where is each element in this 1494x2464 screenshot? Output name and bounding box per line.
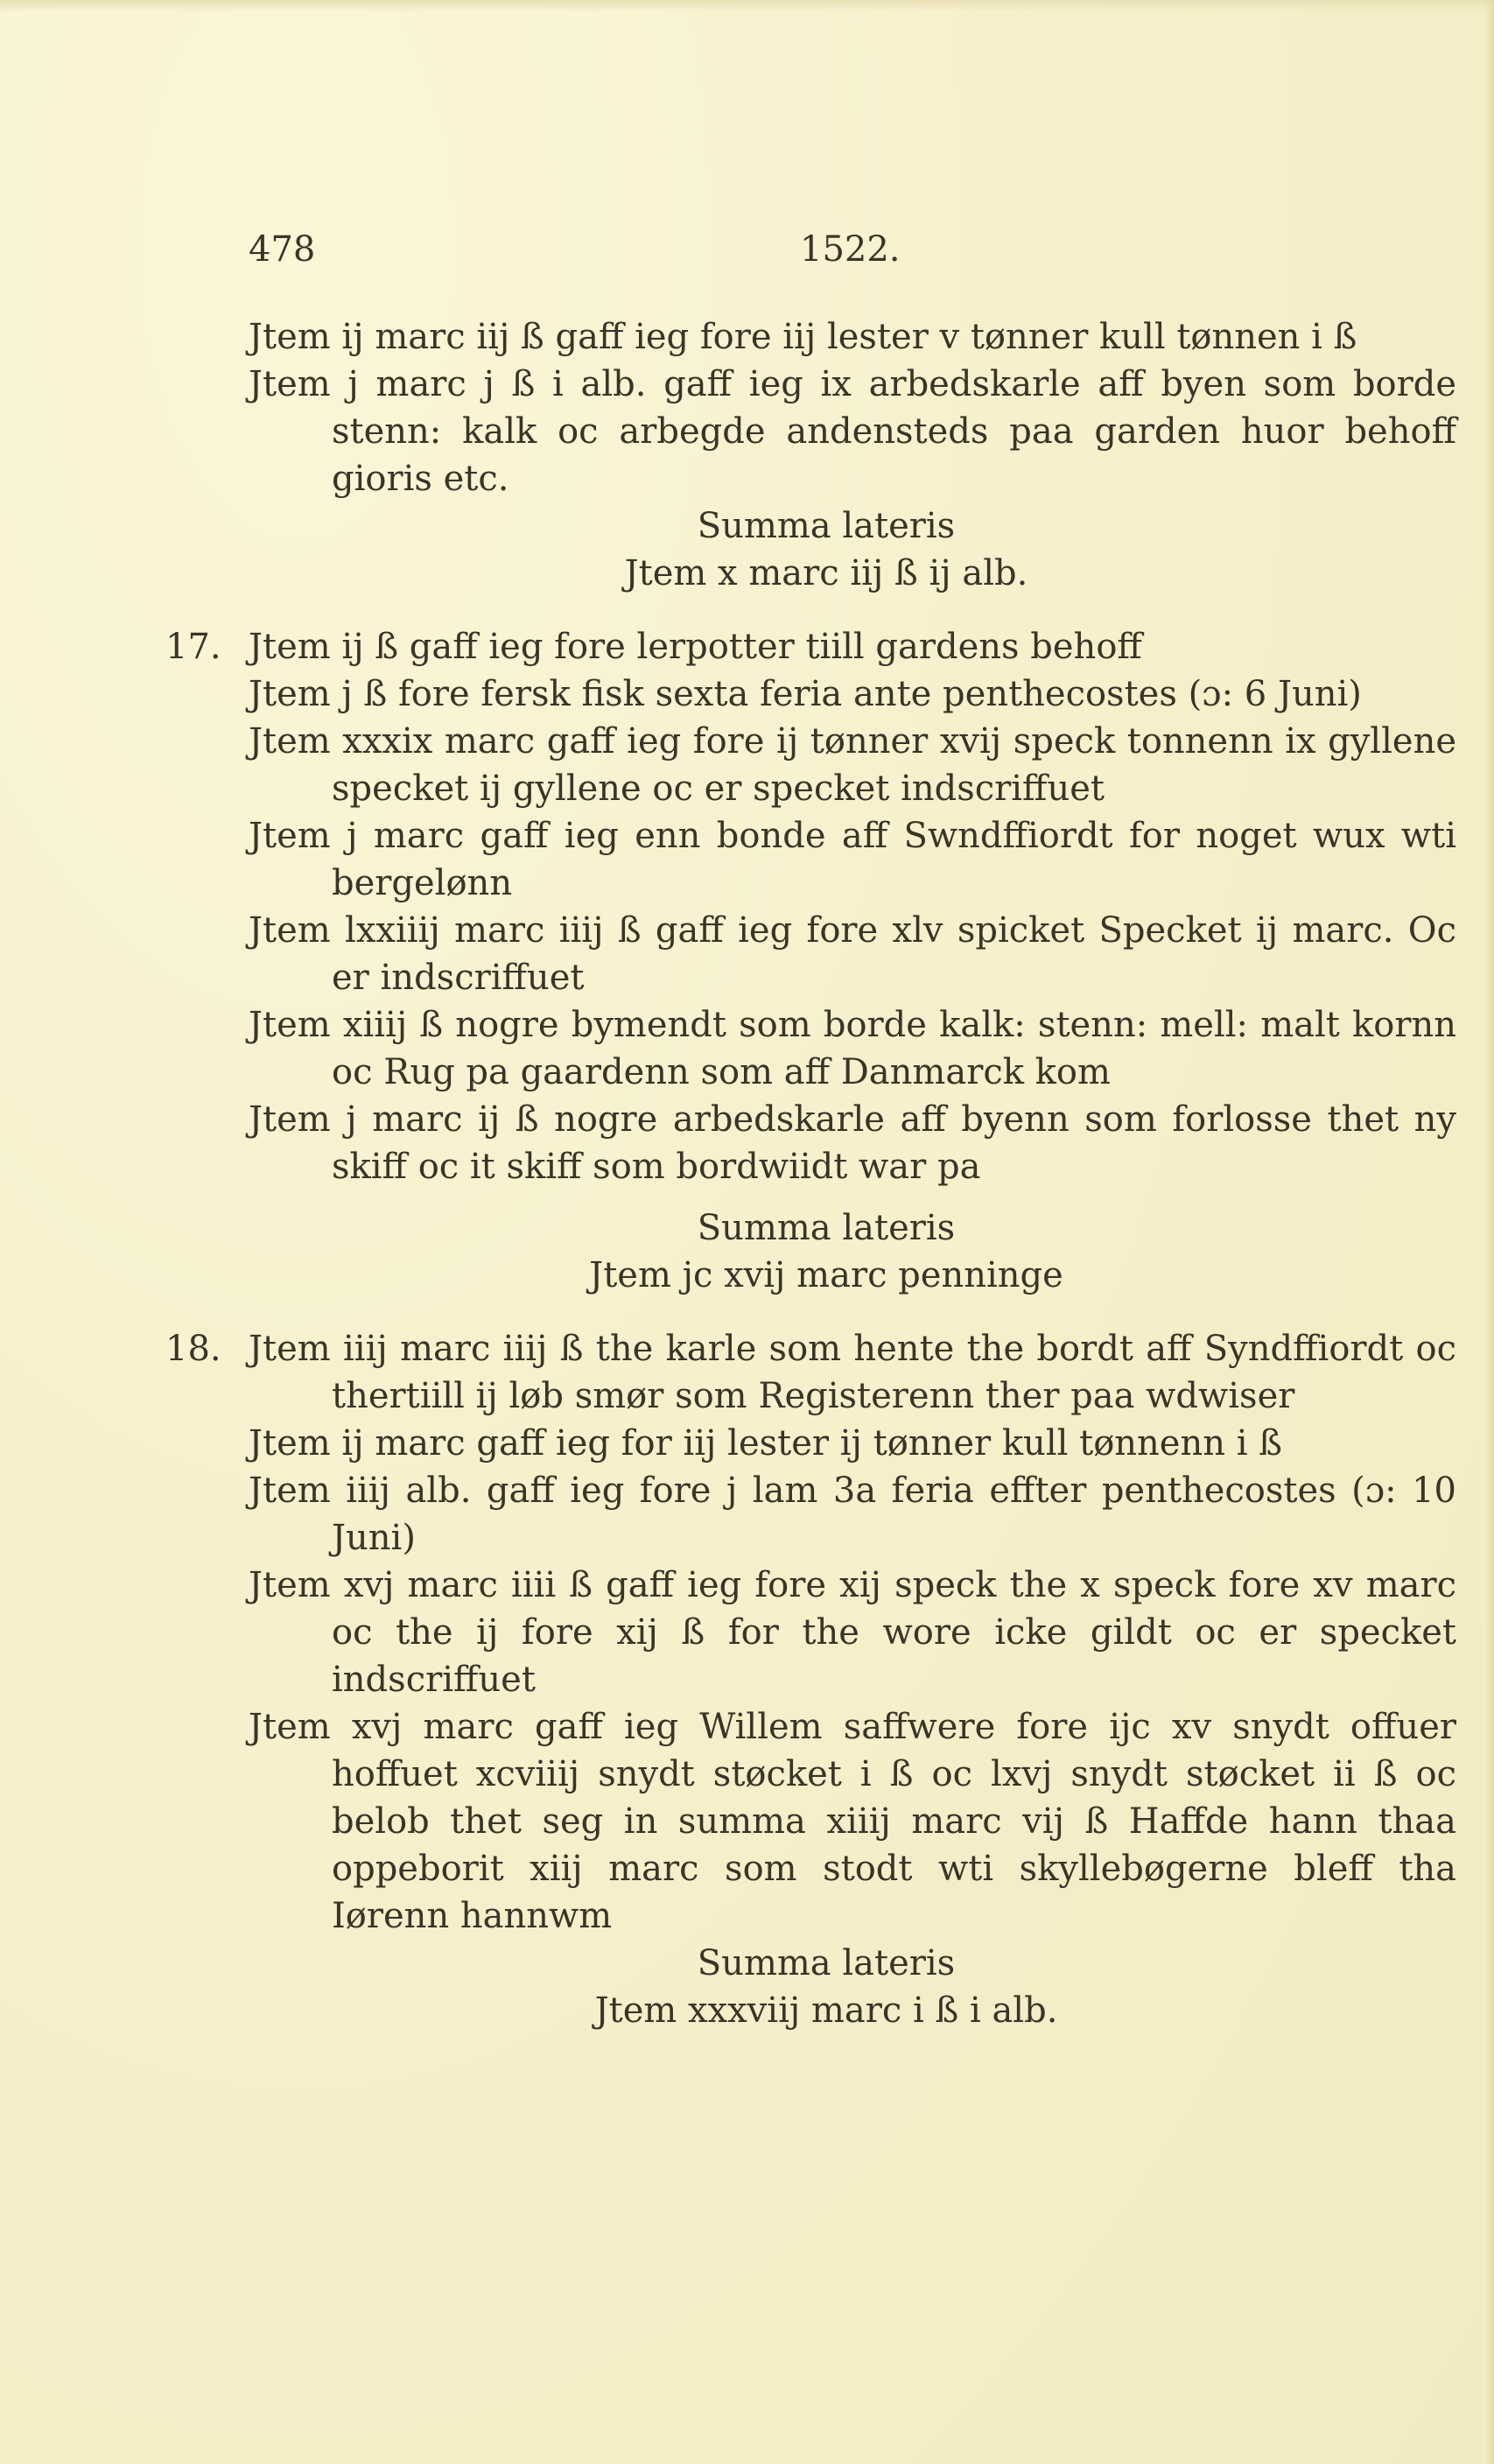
entry-text: Jtem j marc ij ß nogre arbedskarle aff byenn som forlosse thet ny skiff oc it skiff som bordwiidt war pa [249, 1099, 1456, 1187]
summa-line: Summa lateris [697, 1943, 956, 1983]
ledger-entry [249, 907, 1456, 1001]
ledger-entry [249, 1420, 1456, 1467]
page-year: 1522. [800, 229, 901, 270]
entry-text: Jtem iiij marc iiij ß the karle som hente the bordt aff Syndffiordt oc thertiill ij løb smør som Registerenn ther paa wdwiser [249, 1329, 1456, 1416]
day-number: 17. [165, 627, 221, 667]
ledger-entry [249, 1562, 1456, 1703]
entry-text: Jtem ij marc gaff ieg for iij lester ij tønner kull tønnenn i ß [249, 1423, 1282, 1464]
entry-text: Jtem xvj marc iiii ß gaff ieg fore xij speck the x speck fore xv marc oc the ij fore xij ß for the wore icke gildt oc er specket indscriffuet [249, 1565, 1456, 1700]
page-number: 478 [249, 229, 316, 270]
entry-text: Jtem ij ß gaff ieg fore lerpotter tiill gardens behoff [249, 627, 1142, 667]
day-number: 18. [165, 1329, 221, 1369]
entry-text: Jtem xxxix marc gaff ieg fore ij tønner xvij speck tonnenn ix gyllene specket ij gyllene oc er specket indscriffuet [249, 721, 1456, 809]
ledger-entry [249, 1703, 1456, 1940]
summa-line: Summa lateris [697, 1208, 956, 1248]
ledger-entry [165, 1325, 1456, 1420]
section-gap [249, 597, 1456, 623]
ledger-entry [249, 361, 1456, 502]
ledger-entry [165, 623, 1456, 670]
entry-text: Jtem xiiij ß nogre bymendt som borde kalk: stenn: mell: malt kornn oc Rug pa gaardenn som aff Danmarck kom [249, 1005, 1456, 1092]
ledger-entry [249, 1096, 1456, 1190]
ledger-entry [249, 718, 1456, 812]
entry-text: Jtem xvj marc gaff ieg Willem saffwere fore ijc xv snydt offuer hoffuet xcviiij snydt støcket i ß oc lxvj snydt støcket ii ß oc belob thet seg in summa xiiij marc vij ß Haffde hann thaa oppeborit xiij marc som stodt wti skyllebøgerne bleff tha Iørenn hannwm [249, 1707, 1456, 1936]
document-body [165, 313, 1456, 2034]
ledger-entry [249, 812, 1456, 907]
ledger-entry [249, 670, 1456, 718]
ledger-entry [249, 313, 1456, 361]
ledger-entry [249, 1467, 1456, 1562]
entry-text: Jtem j marc gaff ieg enn bonde aff Swndffiordt for noget wux wti bergelønn [249, 816, 1456, 903]
summa-line: Jtem xxxviij marc i ß i alb. [594, 1990, 1058, 2031]
entry-text: Jtem j ß fore fersk fisk sexta feria ante penthecostes (ɔ: 6 Juni) [249, 674, 1362, 714]
entry-text: Jtem lxxiiij marc iiij ß gaff ieg fore xlv spicket Specket ij marc. Oc er indscriffuet [249, 910, 1456, 998]
page-header [249, 229, 1456, 273]
summa-line: Summa lateris [697, 506, 956, 546]
entry-text: Jtem iiij alb. gaff ieg fore j lam 3a feria effter penthecostes (ɔ: 10 Juni) [249, 1471, 1456, 1558]
ledger-entry [249, 1001, 1456, 1096]
entry-text: Jtem j marc j ß i alb. gaff ieg ix arbedskarle aff byen som borde stenn: kalk oc arbegde andensteds paa garden huor behoff gioris etc. [249, 364, 1456, 499]
entry-text: Jtem ij marc iij ß gaff ieg fore iij lester v tønner kull tønnen i ß [249, 317, 1357, 357]
summa-line: Jtem x marc iij ß ij alb. [624, 553, 1028, 593]
summa-line: Jtem jc xvij marc penninge [589, 1255, 1063, 1295]
section-gap [249, 1190, 1456, 1204]
section-gap [249, 1299, 1456, 1325]
